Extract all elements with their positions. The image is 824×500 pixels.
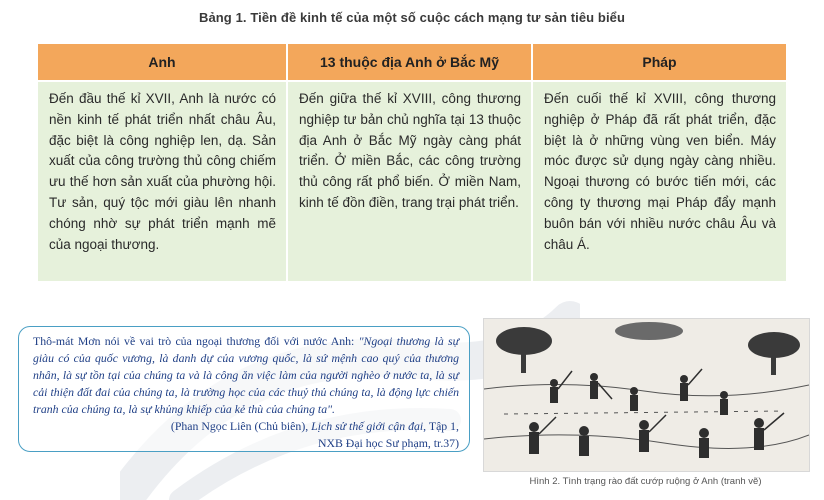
table-header-row (37, 43, 787, 81)
source-book: Lịch sử thế giới cận đại (311, 419, 424, 433)
source-publisher: NXB Đại học Sư phạm, tr.37) (317, 436, 459, 450)
cell-england: Đến đầu thế kỉ XVII, Anh là nước có nền kinh tế phát triển nhất châu Âu, đặc biệt là công nghiệp len, dạ. Sản xuất của công trường thủ công chiếm ưu thế hơn sản xuất của phường hội. Tư sản, quý tộc mới giàu lên nhanh chóng nhờ sự phát triển mạnh mẽ của ngoại thương. (37, 81, 287, 282)
illustration-drawing (484, 319, 809, 471)
table-row (37, 81, 787, 282)
quote-intro: Thô-mát Mơn nói về vai trò của ngoại thương đối với nước Anh: (33, 334, 359, 348)
header-13-colonies: 13 thuộc địa Anh ở Bắc Mỹ (287, 43, 532, 81)
economic-premises-table (36, 42, 788, 283)
quote-source (33, 418, 459, 435)
cell-13-colonies: Đến giữa thế kỉ XVIII, công thương nghiệp tư bản chủ nghĩa tại 13 thuộc địa Anh ở Bắc Mỹ ngày càng phát triển. Ở miền Bắc, các công trường thủ công rất phổ biến. Ở miền Nam, kinh tế đồn điền, trang trại phát triển. (287, 81, 532, 282)
source-volume: , Tập 1, (423, 419, 459, 433)
quote-text: "Ngoại thương là sự giàu có của quốc vương, là danh dự của vương quốc, là sứ mệnh cao quý của thương nhân, là sự tồn tại của chúng ta và là công ăn việc làm của người nghèo ở nước ta, là sự cải thiện đất đai của chúng ta, là trường học của các thuỷ thủ chúng ta, là động lực chiến tranh của chúng ta, là sự khủng khiếp của kẻ thù của chúng ta". (33, 334, 459, 416)
enclosure-illustration (483, 318, 810, 472)
table-title: Bảng 1. Tiền đề kinh tế của một số cuộc cách mạng tư sản tiêu biểu (198, 10, 626, 25)
header-england: Anh (37, 43, 287, 81)
cell-france: Đến cuối thế kỉ XVIII, công thương nghiệp ở Pháp đã rất phát triển, đặc biệt là ở những vùng ven biển. Máy móc được sử dụng ngày càng nhiều. Ngoại thương có bước tiến mới, các công ty thương mại Pháp đẩy mạnh buôn bán với nhiều nước châu Âu và châu Á. (532, 81, 787, 282)
figure-caption: Hình 2. Tình trạng rào đất cướp ruộng ở Anh (tranh vẽ) (529, 476, 762, 487)
header-france: Pháp (532, 43, 787, 81)
source-author: (Phan Ngọc Liên (Chủ biên), (170, 419, 312, 433)
quote-box (18, 326, 470, 452)
